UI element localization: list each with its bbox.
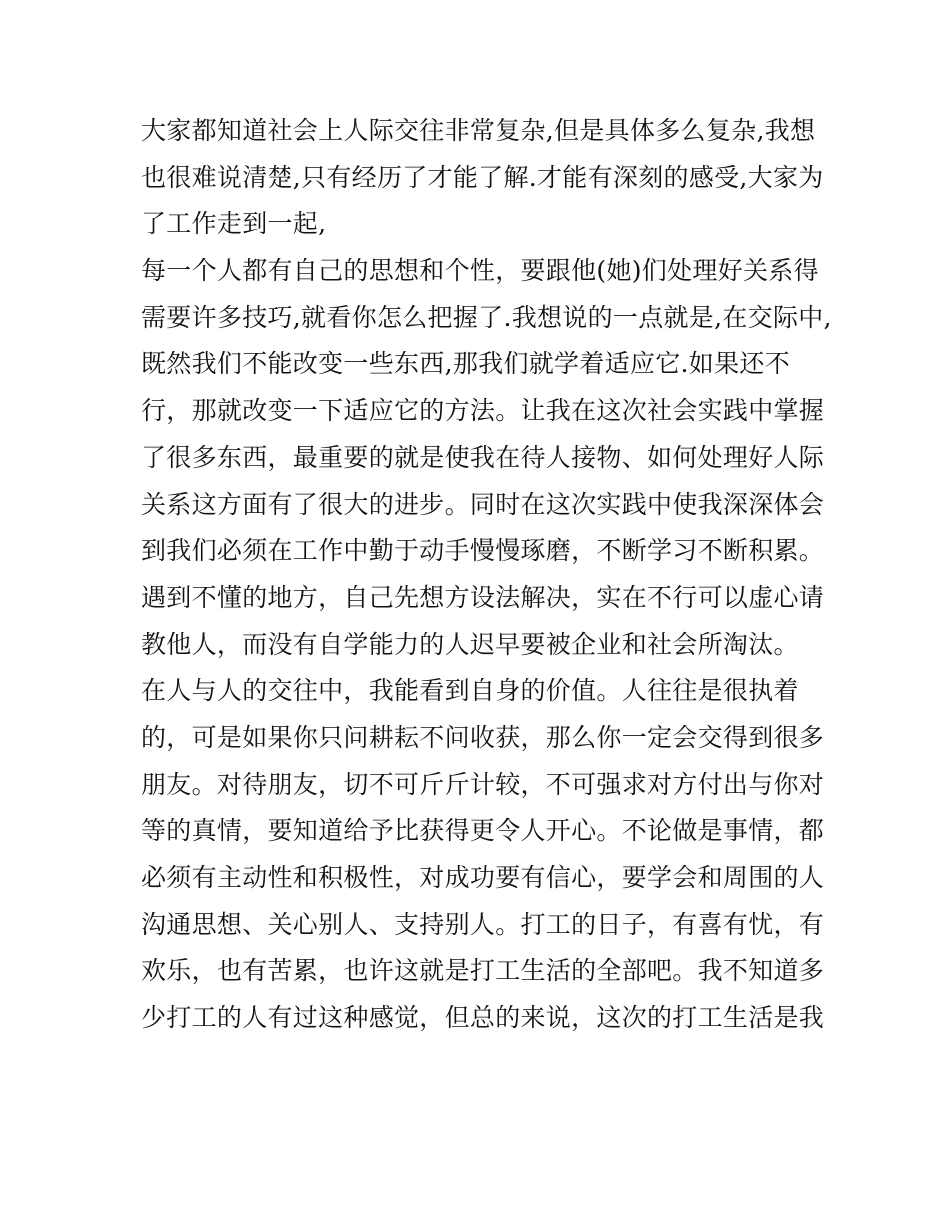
text-line: 需要许多技巧,就看你怎么把握了.我想说的一点就是,在交际中,: [141, 302, 832, 332]
text-line: 到我们必须在工作中勤于动手慢慢琢磨，不断学习不断积累。: [141, 536, 825, 566]
text-line: 教他人，而没有自学能力的人迟早要被企业和社会所淘汰。: [141, 629, 799, 659]
text-line: 也很难说清楚,只有经历了才能了解.才能有深刻的感受,大家为: [141, 162, 824, 192]
text-line: 在人与人的交往中，我能看到自身的价值。人往往是很执着: [141, 676, 799, 706]
text-line: 少打工的人有过这种感觉，但总的来说，这次的打工生活是我: [141, 1003, 825, 1033]
text-line: 遇到不懂的地方，自己先想方设法解决，实在不行可以虚心请: [141, 582, 825, 612]
text-line: 既然我们不能改变一些东西,那我们就学着适应它.如果还不: [141, 349, 790, 379]
text-line: 每一个人都有自己的思想和个性，要跟他(她)们处理好关系得: [141, 256, 819, 286]
text-line: 朋友。对待朋友，切不可斤斤计较，不可强求对方付出与你对: [141, 769, 825, 799]
text-line: 等的真情，要知道给予比获得更令人开心。不论做是事情，都: [141, 816, 825, 846]
text-line: 关系这方面有了很大的进步。同时在这次实践中使我深深体会: [141, 489, 825, 519]
text-line: 行，那就改变一下适应它的方法。让我在这次社会实践中掌握: [141, 396, 825, 426]
text-line: 大家都知道社会上人际交往非常复杂,但是具体多么复杂,我想: [141, 116, 816, 145]
text-line: 沟通思想、关心别人、支持别人。打工的日子，有喜有忧，有: [141, 909, 825, 939]
text-line: 了很多东西，最重要的就是使我在待人接物、如何处理好人际: [141, 442, 825, 472]
text-line: 欢乐，也有苦累，也许这就是打工生活的全部吧。我不知道多: [141, 956, 825, 986]
text-line: 了工作走到一起,: [141, 209, 327, 239]
body-text: [141, 108, 832, 1042]
text-line: 必须有主动性和积极性，对成功要有信心，要学会和周围的人: [141, 863, 825, 892]
text-line: 的，可是如果你只问耕耘不问收获，那么你一定会交得到很多: [141, 722, 825, 752]
